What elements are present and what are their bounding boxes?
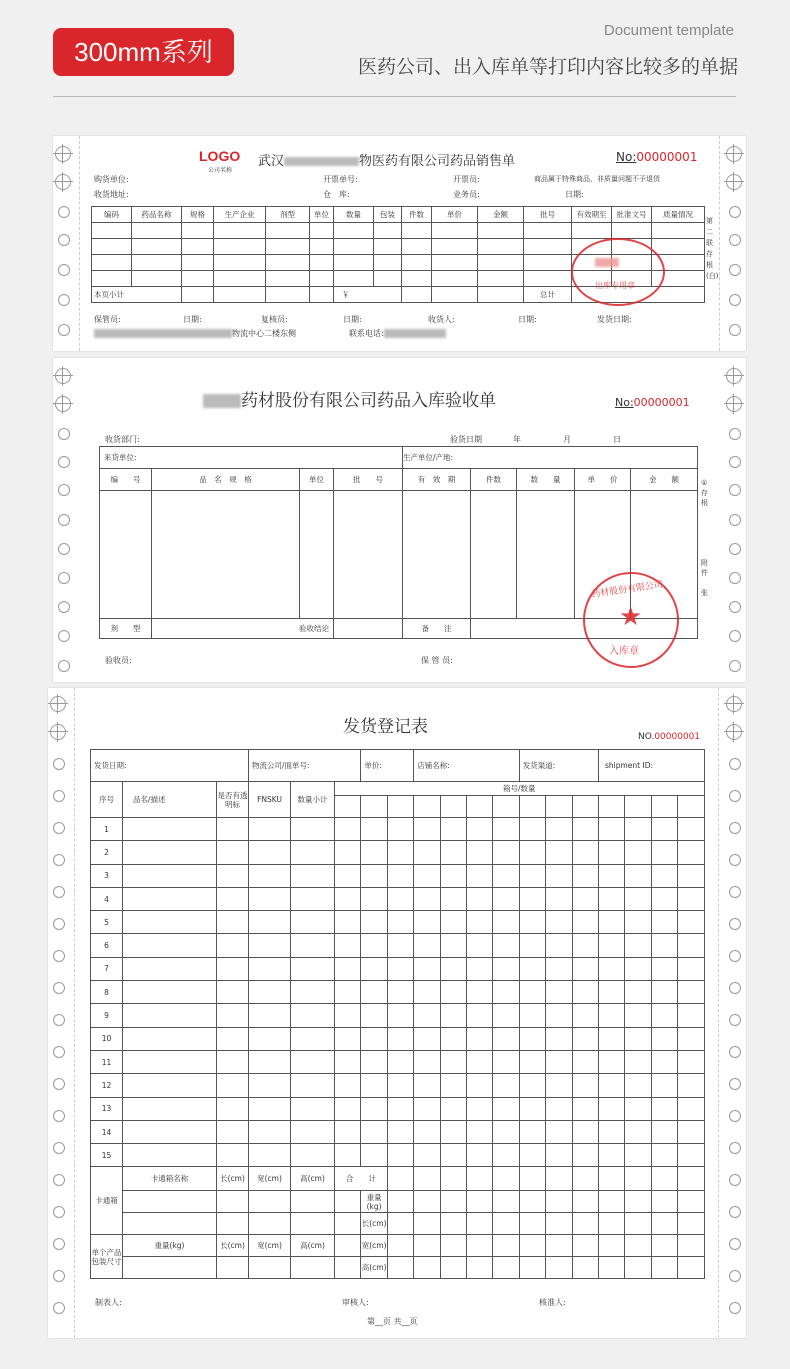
copy-label: 第二联存根(白) bbox=[706, 217, 719, 280]
logo: LOGO bbox=[199, 148, 241, 164]
phone-line: 联系电话: bbox=[349, 328, 446, 339]
table-row: 13 bbox=[91, 1097, 705, 1120]
table-row: 10 bbox=[91, 1027, 705, 1050]
table-row: 15 bbox=[91, 1144, 705, 1167]
subtotal-row: 本页小计 ￥ 总计 bbox=[92, 287, 705, 303]
reviewer-date: 日期: bbox=[343, 315, 362, 324]
right-strip bbox=[724, 358, 746, 682]
table-row: 12 bbox=[91, 1074, 705, 1097]
receiver-date: 日期: bbox=[518, 315, 537, 324]
serial-number: NO.00000001 bbox=[638, 732, 701, 742]
day-label: 日 bbox=[613, 435, 621, 444]
shipping-info-row: 发货日期: 物流公司/面单号: 单价: 店铺名称: 发货渠道: shipment ID: bbox=[91, 750, 705, 782]
column-header: 有效期至 bbox=[572, 207, 612, 223]
reviewer-label: 复核员: bbox=[261, 315, 288, 324]
column-header: 编 号 bbox=[100, 469, 152, 491]
right-strip bbox=[724, 688, 746, 1338]
ship-date-label: 发货日期: bbox=[597, 315, 632, 324]
address-line: 物流中心二楼东侧 bbox=[94, 328, 296, 339]
table-row: 6 bbox=[91, 934, 705, 957]
column-header: 批准文号 bbox=[612, 207, 652, 223]
right-strip bbox=[724, 136, 746, 351]
side-note: ①存根 附件 张 bbox=[701, 479, 708, 597]
logo-subtitle: 公司名称 bbox=[208, 167, 233, 174]
shipping-table: 发货日期: 物流公司/面单号: 单价: 店铺名称: 发货渠道: shipment ID: 序号 品名/描述 是否有透明标 FNSKU 数量小计 箱号/数量 1 2 3 4 5 6 7 8 9 10 11 12 13 14 15 卡通箱 卡通箱名称 长(cm) 宽(cm) 高(cm) 合 计 重量(kg) 长(cm) 单个产品包装尺寸 重量(kg) 长(cm) 宽(cm) 高(cm) 宽(cm) 高(cm) bbox=[90, 749, 705, 1279]
series-badge: 300mm系列 bbox=[53, 28, 234, 76]
inspector-label: 验收员: bbox=[105, 656, 132, 665]
column-header: 单位 bbox=[300, 469, 334, 491]
column-header: 单价 bbox=[432, 207, 478, 223]
column-header: 批 号 bbox=[334, 469, 403, 491]
column-header: 金 额 bbox=[631, 469, 698, 491]
column-header: 批号 bbox=[524, 207, 572, 223]
column-header: 编码 bbox=[92, 207, 132, 223]
inbound-header-row bbox=[100, 469, 698, 491]
table-row: 7 bbox=[91, 957, 705, 980]
column-header: 金额 bbox=[478, 207, 524, 223]
column-header: 数 量 bbox=[517, 469, 575, 491]
form-title: 发货登记表 bbox=[343, 717, 428, 737]
month-label: 月 bbox=[563, 435, 571, 444]
column-header: 质量情况 bbox=[652, 207, 705, 223]
inspect-date-label: 验货日期 bbox=[450, 435, 482, 444]
dept-label: 收货部门: bbox=[105, 435, 140, 444]
keeper-label: 保 管 员: bbox=[421, 656, 453, 665]
keeper-date: 日期: bbox=[183, 315, 202, 324]
invoice-no-label: 开票单号: bbox=[323, 175, 358, 184]
supplier-row: 来货单位: 生产单位/产地: bbox=[100, 447, 698, 469]
column-header: 生产企业 bbox=[214, 207, 266, 223]
column-header: 数量 bbox=[334, 207, 374, 223]
column-header: 包装 bbox=[374, 207, 402, 223]
shipping-form bbox=[48, 688, 746, 1338]
table-row: 5 bbox=[91, 911, 705, 934]
date-label: 日期: bbox=[565, 190, 584, 199]
address-label: 收货地址: bbox=[94, 190, 129, 199]
keeper-label: 保管员: bbox=[94, 315, 121, 324]
header-subtitle: Document template bbox=[603, 22, 734, 39]
issuer-label: 开票员: bbox=[453, 175, 480, 184]
column-header: 剂型 bbox=[266, 207, 310, 223]
header-description: 医药公司、出入库单等打印内容比较多的单据 bbox=[357, 56, 738, 78]
column-header: 有 效 期 bbox=[403, 469, 471, 491]
approver-label: 核准人: bbox=[539, 1298, 566, 1307]
table-row: 1 bbox=[91, 818, 705, 841]
column-header: 品 名 规 格 bbox=[152, 469, 300, 491]
inbound-stamp: 药材股份有限公司 ★ 入库章 bbox=[583, 572, 679, 668]
buyer-label: 购货单位: bbox=[94, 175, 129, 184]
left-strip bbox=[48, 688, 70, 1338]
column-header: 规格 bbox=[182, 207, 214, 223]
serial-number: No:00000001 bbox=[616, 150, 698, 164]
column-header: 单位 bbox=[310, 207, 334, 223]
page-count: 第__页 共__页 bbox=[367, 1317, 418, 1326]
header-divider bbox=[53, 96, 736, 97]
column-header: 单 价 bbox=[575, 469, 631, 491]
column-header: 件数 bbox=[471, 469, 517, 491]
table-row: 3 bbox=[91, 864, 705, 887]
table-row: 9 bbox=[91, 1004, 705, 1027]
maker-label: 制表人: bbox=[95, 1298, 122, 1307]
left-strip bbox=[53, 358, 75, 682]
form-type-row: 剂 型 验收结论 备 注 bbox=[100, 619, 698, 639]
table-row: 2 bbox=[91, 841, 705, 864]
sales-form bbox=[53, 136, 746, 351]
table-row: 4 bbox=[91, 887, 705, 910]
table-row: 11 bbox=[91, 1050, 705, 1073]
checker-label: 审核人: bbox=[342, 1298, 369, 1307]
warehouse-label: 仓 库: bbox=[323, 190, 350, 199]
table-row: 8 bbox=[91, 981, 705, 1004]
column-header: 药品名称 bbox=[132, 207, 182, 223]
column-header: 件数 bbox=[402, 207, 432, 223]
salesman-label: 业务员: bbox=[453, 190, 480, 199]
serial-number: No:00000001 bbox=[615, 396, 690, 409]
special-notice: 商品属于特殊商品，非质量问题不予退货 bbox=[534, 175, 660, 183]
form-title: 武汉 物医药有限公司药品销售单 bbox=[258, 154, 516, 169]
table-row: 14 bbox=[91, 1120, 705, 1143]
receiver-label: 收货人: bbox=[428, 315, 455, 324]
form-title: 药材股份有限公司药品入库验收单 bbox=[203, 386, 496, 411]
outbound-stamp: 出库专用章 bbox=[571, 238, 665, 306]
sales-header-row bbox=[92, 207, 705, 223]
left-strip bbox=[53, 136, 75, 351]
inbound-form bbox=[53, 358, 746, 682]
year-label: 年 bbox=[513, 435, 521, 444]
